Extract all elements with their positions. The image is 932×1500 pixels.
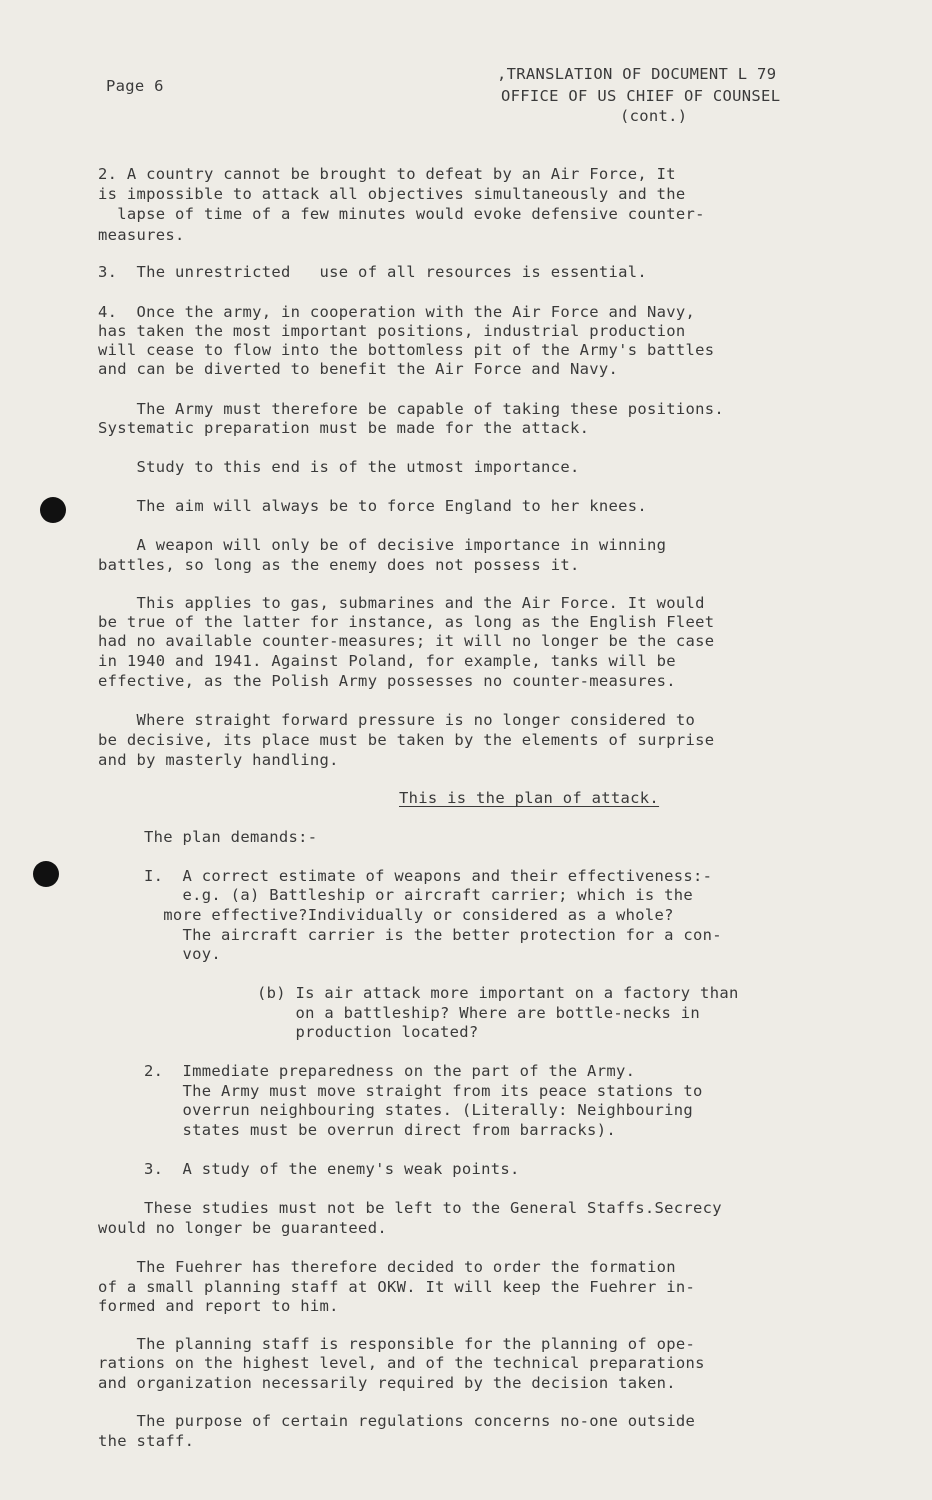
text-line: A weapon will only be of decisive importance in winning	[98, 536, 667, 554]
header-title-line-2: OFFICE OF US CHIEF OF COUNSEL	[501, 87, 781, 105]
text-line: is impossible to attack all objectives simultaneously and the	[98, 185, 686, 203]
header-title-line-1: ,TRANSLATION OF DOCUMENT L 79	[497, 65, 777, 83]
text-line: formed and report to him.	[98, 1297, 339, 1315]
paragraph-7: The aim will always be to force England to her knees.	[98, 497, 648, 515]
text-line: states must be overrun direct from barracks).	[144, 1121, 616, 1139]
text-line: would no longer be guaranteed.	[98, 1219, 387, 1237]
text-line: 4. Once the army, in cooperation with the Air Force and Navy,	[98, 303, 696, 321]
text-line: lapse of time of a few minutes would evoke defensive counter-	[98, 205, 705, 223]
text-line: This applies to gas, submarines and the Air Force. It would	[98, 594, 705, 612]
text-line: be decisive, its place must be taken by the elements of surprise	[98, 731, 715, 749]
text-line: e.g. (a) Battleship or aircraft carrier; which is the	[144, 886, 694, 904]
text-line: the staff.	[98, 1432, 195, 1450]
plan-item-3: 3. A study of the enemy's weak points.	[144, 1160, 520, 1178]
text-line: (b) Is air attack more important on a factory than	[257, 984, 739, 1002]
text-line: 2. A country cannot be brought to defeat by an Air Force, It	[98, 165, 676, 183]
text-line: will cease to flow into the bottomless pit of the Army's battles	[98, 341, 715, 359]
header-title-line-3: (cont.)	[620, 107, 688, 125]
text-line: effective, as the Polish Army possesses no counter-measures.	[98, 672, 676, 690]
text-line: has taken the most important positions, industrial production	[98, 322, 686, 340]
text-line: These studies must not be left to the General Staffs.Secrecy	[144, 1199, 722, 1217]
page-number: Page 6	[106, 77, 164, 95]
text-line: voy.	[144, 945, 222, 963]
text-line: The Army must therefore be capable of taking these positions.	[98, 400, 725, 418]
text-line: and by masterly handling.	[98, 751, 339, 769]
text-line: battles, so long as the enemy does not possess it.	[98, 556, 580, 574]
text-line: and organization necessarily required by the decision taken.	[98, 1374, 676, 1392]
text-line: measures.	[98, 226, 185, 244]
text-line: I. A correct estimate of weapons and their effectiveness:-	[144, 867, 713, 885]
text-line: The planning staff is responsible for the planning of ope-	[98, 1335, 696, 1353]
text-line: in 1940 and 1941. Against Poland, for example, tanks will be	[98, 652, 676, 670]
text-line: of a small planning staff at OKW. It will keep the Fuehrer in-	[98, 1278, 696, 1296]
paragraph-6: Study to this end is of the utmost importance.	[98, 458, 580, 476]
text-line: overrun neighbouring states. (Literally: Neighbouring	[144, 1101, 694, 1119]
text-line: be true of the latter for instance, as long as the English Fleet	[98, 613, 715, 631]
text-line: The Army must move straight from its peace stations to	[144, 1082, 703, 1100]
text-line: The purpose of certain regulations concerns no-one outside	[98, 1412, 696, 1430]
punch-hole-lower	[33, 861, 59, 887]
text-line: 2. Immediate preparedness on the part of the Army.	[144, 1062, 636, 1080]
text-line: The Fuehrer has therefore decided to order the formation	[98, 1258, 676, 1276]
text-line: had no available counter-measures; it will no longer be the case	[98, 632, 715, 650]
text-line: on a battleship? Where are bottle-necks in	[257, 1004, 701, 1022]
text-line: and can be diverted to benefit the Air Force and Navy.	[98, 360, 619, 378]
plan-heading: This is the plan of attack.	[399, 789, 660, 807]
text-line: The aircraft carrier is the better protection for a con-	[144, 926, 722, 944]
text-line: more effective?Individually or considered as a whole?	[144, 906, 674, 924]
text-line: production located?	[257, 1023, 479, 1041]
text-line: rations on the highest level, and of the technical preparations	[98, 1354, 705, 1372]
paragraph-3: 3. The unrestricted use of all resources is essential.	[98, 263, 648, 281]
text-line: Systematic preparation must be made for the attack.	[98, 419, 590, 437]
plan-intro: The plan demands:-	[144, 828, 318, 846]
text-line: Where straight forward pressure is no longer considered to	[98, 711, 696, 729]
punch-hole-upper	[40, 497, 66, 523]
